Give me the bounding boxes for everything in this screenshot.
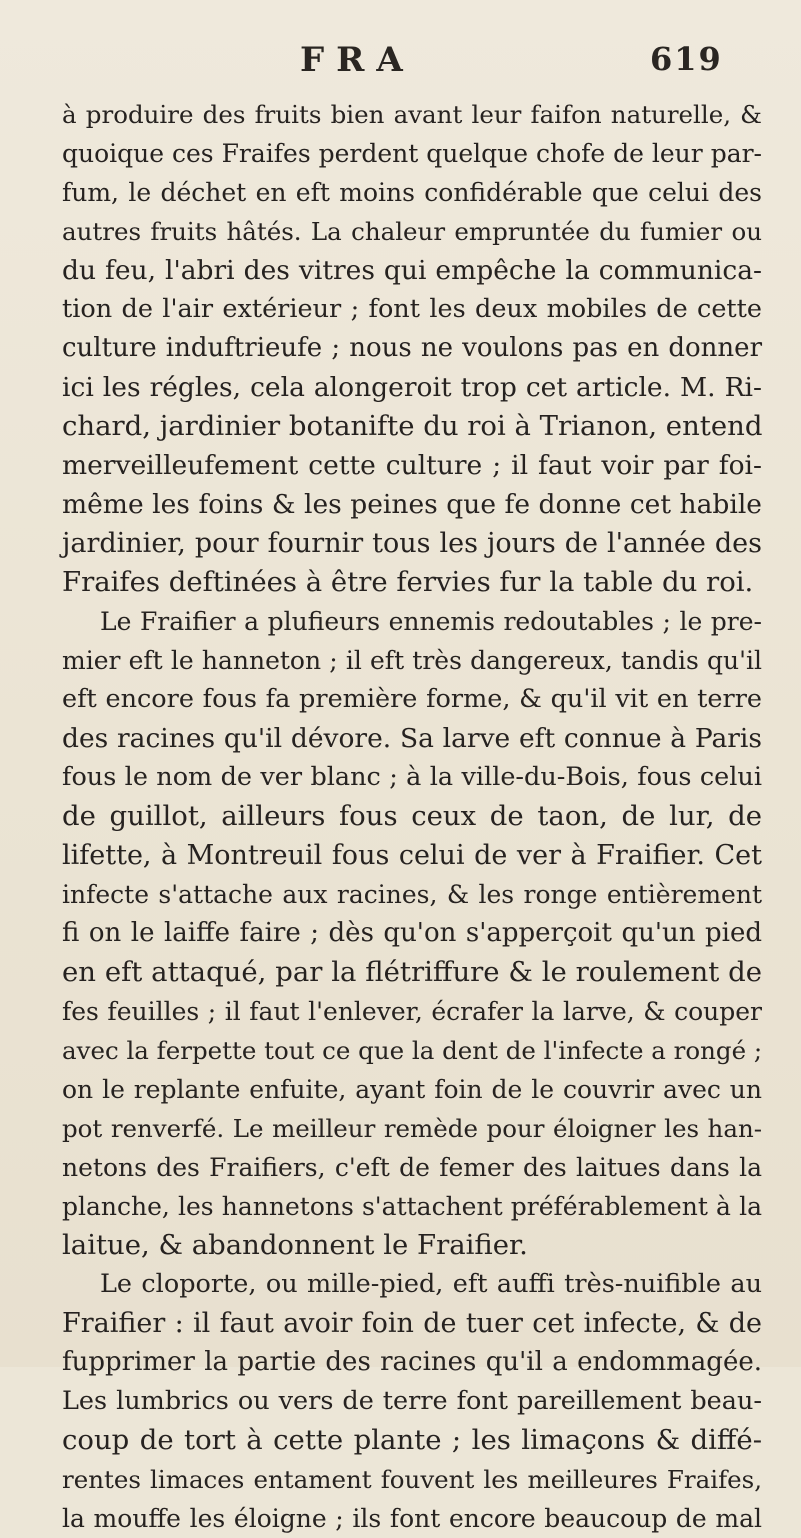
text-line: Fraifier : il faut avoir foin de tuer cet infecte, & de [62,1308,762,1339]
text-line: autres fruits hâtés. La chaleur empruntée du fumier ou [62,217,762,246]
text-line: netons des Fraifiers, c'eft de femer des laitues dans la [62,1153,762,1182]
text-line: merveilleufement cette culture ; il faut voir par foi- [62,450,762,481]
text-line: Les lumbrics ou vers de terre font pareillement beau- [62,1386,762,1416]
text-line: planche, les hannetons s'attachent préférablement à la [62,1192,762,1221]
text-line: du feu, l'abri des vitres qui empêche la communica- [62,255,762,286]
text-line: fous le nom de ver blanc ; à la ville-du-Bois, fous celui [62,762,762,792]
paragraph-start-line: Le Fraifier a plufieurs ennemis redoutables ; le pre- [100,607,762,636]
text-line: tion de l'air extérieur ; font les deux mobiles de cette [62,294,762,324]
text-line: en eft attaqué, par la flétriffure & le roulement de [62,956,762,988]
text-line: on le replante enfuite, ayant foin de le couvrir avec un [62,1075,762,1104]
text-line: culture induftrieufe ; nous ne voulons pas en donner [62,333,762,363]
text-line: eft encore fous fa première forme, & qu'il vit en terre [62,684,762,714]
text-line: pot renverfé. Le meilleur remède pour éloigner les han- [62,1114,762,1143]
text-line: avec la ferpette tout ce que la dent de l'infecte a rongé ; [62,1036,763,1065]
text-line: ici les régles, cela alongeroit trop cet article. M. Ri- [62,372,762,403]
text-line: quoique ces Fraifes perdent quelque chofe de leur par- [62,139,762,168]
paragraph-start-line: Le cloporte, ou mille-pied, eft auffi très-nuifible au [100,1269,762,1299]
running-head: FRA [300,40,415,80]
text-line: laitue, & abandonnent le Fraifier. [62,1229,528,1261]
page-number: 619 [650,40,723,78]
text-line: fupprimer la partie des racines qu'il a endommagée. [62,1347,762,1377]
text-line: jardinier, pour fournir tous les jours de l'année des [62,528,762,559]
text-line: lifette, à Montreuil fous celui de ver à Fraifier. Cet [62,840,762,871]
text-line: Fraifes deftinées à être fervies fur la table du roi. [62,566,754,598]
text-line: fum, le déchet en eft moins confidérable que celui des [62,178,762,207]
text-line: même les foins & les peines que fe donne cet habile [62,489,762,520]
page-header [0,40,801,90]
text-line: rentes limaces entament fouvent les meilleures Fraifes, [62,1465,762,1494]
text-line: infecte s'attache aux racines, & les ronge entièrement [62,880,762,909]
text-line: coup de tort à cette plante ; les limaçons & diffé- [62,1424,762,1456]
body-text [62,95,762,1538]
text-line: mier eft le hanneton ; il eft très dangereux, tandis qu'il [62,646,762,675]
text-line: fes feuilles ; il faut l'enlever, écrafer la larve, & couper [62,997,762,1026]
text-line: chard, jardinier botanifte du roi à Trianon, entend [62,410,763,442]
text-line: fi on le laiffe faire ; dès qu'on s'apperçoit qu'un pied [62,918,762,948]
text-line: des racines qu'il dévore. Sa larve eft connue à Paris [62,723,762,754]
text-line: la mouffe les éloigne ; ils font encore beaucoup de mal [62,1504,762,1533]
text-line: à produire des fruits bien avant leur faifon naturelle, & [62,100,762,129]
text-line: de guillot, ailleurs fous ceux de taon, de lur, de [62,800,762,832]
